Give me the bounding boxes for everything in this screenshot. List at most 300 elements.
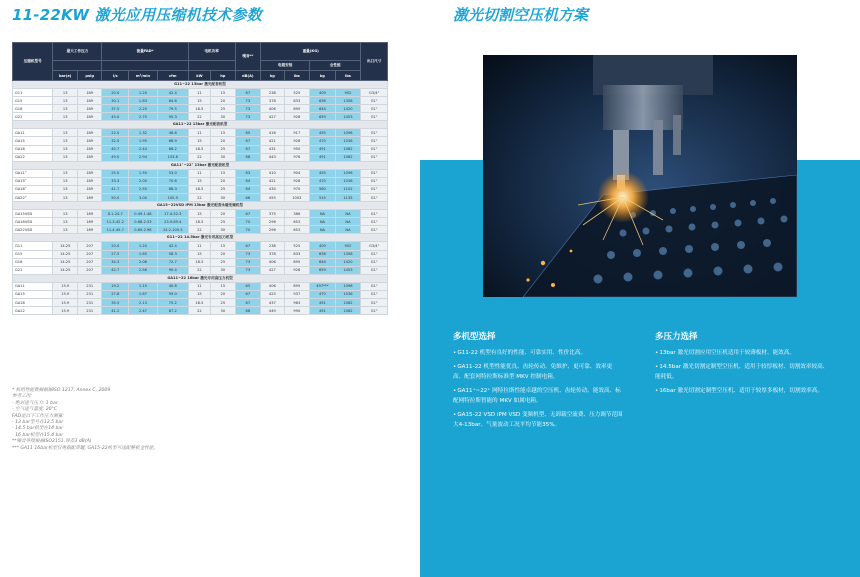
table-cell: G1" xyxy=(361,194,388,202)
table-cell: 13 xyxy=(53,177,77,185)
table-cell: 231 xyxy=(77,307,101,315)
table-cell: 2.47 xyxy=(129,307,158,315)
table-cell: 15.9 xyxy=(53,282,77,290)
table-cell: 13 xyxy=(53,169,77,177)
table-cell: 20 xyxy=(211,250,235,258)
table-cell: 2.00 xyxy=(129,177,158,185)
table-cell: G1" xyxy=(361,113,388,121)
table-cell: 67 xyxy=(235,290,261,298)
footnotes xyxy=(12,388,332,452)
table-cell: 2.13 xyxy=(129,298,158,306)
table-cell: 87.2 xyxy=(157,307,188,315)
table-cell: 20 xyxy=(211,97,235,105)
table-cell: 22 xyxy=(188,266,210,274)
table-cell: 70 xyxy=(235,218,261,226)
table-cell: 1.20 xyxy=(129,89,158,97)
section-header-row xyxy=(13,234,388,242)
table-cell: 11 xyxy=(188,242,210,250)
table-cell: 189 xyxy=(77,169,101,177)
table-cell: 105.9 xyxy=(157,194,188,202)
table-row xyxy=(13,266,388,274)
table-cell: 2.44 xyxy=(129,145,158,153)
table-cell: 30 xyxy=(211,307,235,315)
unit-cell: psig xyxy=(77,71,101,81)
table-cell: 491 xyxy=(310,145,336,153)
table-cell: 1036 xyxy=(335,290,361,298)
table-cell: 15.9 xyxy=(53,298,77,306)
table-cell: 207 xyxy=(77,250,101,258)
table-cell: 917 xyxy=(284,129,310,137)
table-cell: 421 xyxy=(261,137,284,145)
table-cell: 63 xyxy=(235,169,261,177)
table-row xyxy=(13,169,388,177)
footnote-line: - 空气进气温度: 20°C xyxy=(12,407,58,413)
header-pressure: 最大工作压力 xyxy=(53,43,102,61)
table-cell: 990 xyxy=(284,307,310,315)
table-cell: 15 xyxy=(211,242,235,250)
table-cell: 30 xyxy=(211,266,235,274)
table-cell: 11 xyxy=(188,282,210,290)
table-cell: 427 xyxy=(261,113,284,121)
table-row xyxy=(13,242,388,250)
table-cell: 470 xyxy=(310,290,336,298)
table-cell: 1.20 xyxy=(129,242,158,250)
table-cell: 34.3 xyxy=(102,258,129,266)
table-cell: 443 xyxy=(261,153,284,161)
model-cell: GA18VSD xyxy=(13,218,53,226)
table-cell: 13 xyxy=(53,210,77,218)
table-cell: 15 xyxy=(211,169,235,177)
pressure-choice-list xyxy=(655,348,833,399)
table-cell: 19.2 xyxy=(102,282,129,290)
table-row xyxy=(13,185,388,193)
table-cell: 30 xyxy=(211,226,235,234)
table-cell: 13 xyxy=(53,105,77,113)
table-cell: 46.6 xyxy=(157,129,188,137)
header-weight-full: 全性能 xyxy=(310,61,361,71)
table-cell: 22 xyxy=(188,153,210,161)
table-cell: 66 xyxy=(235,194,261,202)
table-cell: 937 xyxy=(284,290,310,298)
table-row xyxy=(13,307,388,315)
table-cell: G1" xyxy=(361,226,388,234)
section-label: GA11⁺~22⁺ 13bar 激光配套机型 xyxy=(13,161,388,169)
table-cell: 231 xyxy=(77,282,101,290)
unit-cell: kg xyxy=(310,71,336,81)
table-cell: 1082 xyxy=(335,145,361,153)
table-units-row xyxy=(13,71,388,81)
section-header-row xyxy=(13,121,388,129)
footnote-line: **噪音等级根据ISO2151,误差3 dB(A) xyxy=(12,439,92,445)
table-cell: 1.67 xyxy=(129,290,158,298)
table-cell: 1096 xyxy=(335,129,361,137)
table-cell: 470 xyxy=(310,177,336,185)
table-cell: G1" xyxy=(361,282,388,290)
table-cell: 963 xyxy=(284,298,310,306)
table-cell: 902 xyxy=(335,242,361,250)
table-cell: 73 xyxy=(235,113,261,121)
table-cell: 42.4 xyxy=(157,242,188,250)
table-cell: 70.6 xyxy=(157,177,188,185)
table-cell: 67 xyxy=(235,298,261,306)
left-page xyxy=(0,0,420,577)
table-cell: 2.25 xyxy=(129,105,158,113)
table-cell: 103.8 xyxy=(157,153,188,161)
table-cell: 50.0 xyxy=(102,194,129,202)
table-cell: 22.0 xyxy=(102,129,129,137)
table-cell: 1358 xyxy=(335,250,361,258)
table-cell: 25 xyxy=(211,185,235,193)
table-cell: NA xyxy=(310,218,336,226)
table-cell: 30 xyxy=(211,113,235,121)
table-cell: 13 xyxy=(53,129,77,137)
unit-cell: bar(e) xyxy=(53,71,77,81)
table-cell: 22 xyxy=(188,307,210,315)
table-cell: G1" xyxy=(361,105,388,113)
table-cell: 449 xyxy=(261,307,284,315)
table-cell: 23.9-89.4 xyxy=(157,218,188,226)
table-cell: 32.5 xyxy=(102,137,129,145)
table-cell: 189 xyxy=(77,137,101,145)
table-cell: 659 xyxy=(310,113,336,121)
unit-cell: m³/min xyxy=(129,71,158,81)
table-cell: 1003 xyxy=(284,194,310,202)
table-cell: 1.32 xyxy=(129,129,158,137)
table-cell: G1" xyxy=(361,218,388,226)
table-cell: 2.50 xyxy=(129,185,158,193)
table-cell: 73 xyxy=(235,266,261,274)
table-cell: 189 xyxy=(77,89,101,97)
table-cell: 40.7 xyxy=(102,145,129,153)
table-cell: 53.0 xyxy=(157,169,188,177)
footnote-line: - 16 bar机型在15.4 bar xyxy=(12,432,64,438)
model-cell: GA11 xyxy=(13,129,53,137)
table-row xyxy=(13,153,388,161)
table-cell: 11 xyxy=(188,129,210,137)
header-weight: 重量(KG) xyxy=(261,43,361,61)
table-cell: 13 xyxy=(53,145,77,153)
table-cell: G3/4" xyxy=(361,242,388,250)
table-cell: 30 xyxy=(211,194,235,202)
table-cell: 378 xyxy=(261,250,284,258)
table-cell: 27.8 xyxy=(102,290,129,298)
table-cell: 15 xyxy=(211,282,235,290)
table-cell: G1" xyxy=(361,129,388,137)
table-cell: 15 xyxy=(188,97,210,105)
table-cell: 15 xyxy=(188,137,210,145)
table-row xyxy=(13,210,388,218)
table-cell: 1420 xyxy=(335,258,361,266)
table-cell: 378 xyxy=(261,97,284,105)
table-cell: 0.68-2.53 xyxy=(129,218,158,226)
table-cell: 18.5 xyxy=(188,145,210,153)
table-row xyxy=(13,89,388,97)
table-cell: 49.0 xyxy=(102,153,129,161)
table-cell: 636 xyxy=(310,250,336,258)
table-cell: G1" xyxy=(361,290,388,298)
list-item: • 16bar 激光切割定制型空压机、适用于较厚多板材，切割效率高。 xyxy=(655,386,833,396)
table-row xyxy=(13,282,388,290)
table-cell: 902 xyxy=(335,89,361,97)
section-label: GA11~22 13bar 激光配套机型 xyxy=(13,121,388,129)
table-cell: 37.5 xyxy=(102,105,129,113)
table-cell: 491 xyxy=(310,153,336,161)
model-cell: GA22 xyxy=(13,153,53,161)
table-cell: 189 xyxy=(77,105,101,113)
table-cell: 455 xyxy=(310,129,336,137)
table-cell: 68 xyxy=(235,307,261,315)
table-cell: 25.0 xyxy=(102,169,129,177)
section-label: GA15~22VSD iPM 13bar 激光配套永磁变频机型 xyxy=(13,202,388,210)
model-cell: GA22VSD xyxy=(13,226,53,234)
table-cell: 20 xyxy=(211,177,235,185)
unit-cell: lbs xyxy=(284,71,310,81)
model-cell: G18 xyxy=(13,258,53,266)
table-cell: 11.3-42.2 xyxy=(102,218,129,226)
table-row xyxy=(13,137,388,145)
table-cell: G1" xyxy=(361,153,388,161)
table-cell: 33.3 xyxy=(102,177,129,185)
table-cell: 455 xyxy=(310,169,336,177)
table-cell: 406 xyxy=(261,105,284,113)
section-header-row xyxy=(13,274,388,282)
table-row xyxy=(13,250,388,258)
table-cell: 644 xyxy=(310,258,336,266)
footnote-line: - 14.5 bar机型在14 bar xyxy=(12,426,64,432)
table-row xyxy=(13,290,388,298)
table-cell: 409 xyxy=(310,89,336,97)
model-cell: G11 xyxy=(13,242,53,250)
table-cell: 11 xyxy=(188,89,210,97)
table-cell: 30.1 xyxy=(102,97,129,105)
table-row xyxy=(13,194,388,202)
table-cell: 13 xyxy=(53,153,77,161)
table-cell: G1" xyxy=(361,307,388,315)
table-cell: 20.0 xyxy=(102,242,129,250)
unit-cell: dB(A) xyxy=(235,71,261,81)
table-cell: 515 xyxy=(310,194,336,202)
table-cell: G1" xyxy=(361,185,388,193)
table-cell: 25 xyxy=(211,258,235,266)
table-cell: 45.0 xyxy=(102,113,129,121)
table-cell: 25 xyxy=(211,298,235,306)
table-cell: 895 xyxy=(284,105,310,113)
table-cell: 1.65 xyxy=(129,250,158,258)
table-cell: G1" xyxy=(361,97,388,105)
list-item: • 13bar 激光切割应用空压机适用于较薄板材、能效高。 xyxy=(655,348,833,358)
table-cell: 25 xyxy=(211,145,235,153)
table-cell: 410 xyxy=(261,169,284,177)
footnote-line: *** GA11 16bar机型仅电箱配带罐, GA15-22机型可选配整机全性能。 xyxy=(12,445,159,451)
table-cell: 95.3 xyxy=(157,113,188,121)
table-row xyxy=(13,258,388,266)
table-cell: 42.4 xyxy=(157,89,188,97)
table-cell: 90.4 xyxy=(157,266,188,274)
table-cell: 14.25 xyxy=(53,250,77,258)
table-cell: 653 xyxy=(284,218,310,226)
table-cell: 64 xyxy=(235,185,261,193)
header-outlet: 出口尺寸 xyxy=(361,43,388,81)
table-cell: 895 xyxy=(284,282,310,290)
table-cell: 976 xyxy=(284,153,310,161)
model-cell: GA15 xyxy=(13,290,53,298)
table-cell: 928 xyxy=(284,266,310,274)
table-cell: 406 xyxy=(261,258,284,266)
model-cell: GA11 xyxy=(13,282,53,290)
table-cell: 20 xyxy=(211,210,235,218)
table-cell: 659 xyxy=(310,266,336,274)
table-cell: 0.49-1.48 xyxy=(129,210,158,218)
table-cell: 13 xyxy=(53,137,77,145)
table-cell: 189 xyxy=(77,177,101,185)
table-cell: 0.69-2.98 xyxy=(129,226,158,234)
table-cell: 13 xyxy=(53,97,77,105)
table-cell: 73 xyxy=(235,97,261,105)
table-cell: 15.9 xyxy=(53,290,77,298)
table-cell: 65 xyxy=(235,129,261,137)
model-cell: G15 xyxy=(13,97,53,105)
model-cell: GA18 xyxy=(13,298,53,306)
table-cell: 231 xyxy=(77,290,101,298)
table-cell: 189 xyxy=(77,185,101,193)
section-label: G11~22 14.5bar 激光专用高压力机型 xyxy=(13,234,388,242)
table-cell: 580 xyxy=(310,185,336,193)
table-cell: 67 xyxy=(235,145,261,153)
header-fad: 流量FAD* xyxy=(102,43,188,61)
table-cell: 3.00 xyxy=(129,194,158,202)
table-cell: 1453 xyxy=(335,113,361,121)
table-cell: 296 xyxy=(261,218,284,226)
table-cell: 14.25 xyxy=(53,242,77,250)
table-cell: 1102 xyxy=(335,185,361,193)
table-cell: 75.2 xyxy=(157,298,188,306)
table-cell: 1420 xyxy=(335,105,361,113)
table-cell: 491 xyxy=(310,298,336,306)
table-cell: G1" xyxy=(361,250,388,258)
table-cell: 15 xyxy=(211,89,235,97)
table-cell: 437 xyxy=(261,298,284,306)
model-cell: GA11⁺ xyxy=(13,169,53,177)
table-cell: 73 xyxy=(235,258,261,266)
table-cell: 40.6 xyxy=(157,282,188,290)
table-cell: 67 xyxy=(235,210,261,218)
table-header-row xyxy=(13,43,388,61)
table-cell: 1036 xyxy=(335,177,361,185)
table-cell: 13 xyxy=(53,185,77,193)
table-cell: 72.7 xyxy=(157,258,188,266)
table-cell: 207 xyxy=(77,266,101,274)
list-item: • GA15-22 VSD iPM VSD 变频机型、无卸载空流费、压力调节范围大4-13bar、气量波动工况平均节能35%。 xyxy=(453,410,623,430)
model-cell: GA15 xyxy=(13,137,53,145)
table-cell: 68.9 xyxy=(157,137,188,145)
table-cell: 67 xyxy=(235,242,261,250)
table-cell: 22 xyxy=(188,113,210,121)
table-cell: 24.2-105.3 xyxy=(157,226,188,234)
table-cell: 67 xyxy=(235,137,261,145)
unit-cell: kg xyxy=(261,71,284,81)
table-cell: 64.6 xyxy=(157,97,188,105)
table-cell: 15 xyxy=(188,250,210,258)
table-cell: 13 xyxy=(53,113,77,121)
model-cell: GA22⁺ xyxy=(13,194,53,202)
table-row xyxy=(13,129,388,137)
table-cell: 950 xyxy=(284,145,310,153)
table-cell: 20.0 xyxy=(102,89,129,97)
unit-cell: l/s xyxy=(102,71,129,81)
model-cell: G11 xyxy=(13,89,53,97)
table-cell: 15 xyxy=(188,210,210,218)
table-cell: 73 xyxy=(235,105,261,113)
table-cell: 189 xyxy=(77,97,101,105)
table-row xyxy=(13,145,388,153)
table-cell: 189 xyxy=(77,210,101,218)
table-cell: 18.5 xyxy=(188,218,210,226)
table-cell: 189 xyxy=(77,129,101,137)
table-cell: 636 xyxy=(310,97,336,105)
table-cell: 2.06 xyxy=(129,258,158,266)
table-cell: 41.2 xyxy=(102,307,129,315)
table-cell: 14.25 xyxy=(53,258,77,266)
table-cell: 1453 xyxy=(335,266,361,274)
table-cell: 409 xyxy=(310,242,336,250)
table-cell: 1082 xyxy=(335,153,361,161)
table-cell: 67 xyxy=(235,89,261,97)
footnote-line: FAD是以下工作压力测量: xyxy=(12,413,64,419)
table-cell: 895 xyxy=(284,258,310,266)
unit-cell: cfm xyxy=(157,71,188,81)
table-cell: 18.5 xyxy=(188,298,210,306)
table-cell: 833 xyxy=(284,97,310,105)
table-cell: 970 xyxy=(284,185,310,193)
footnote-line: * 机组性能数据根据ISO 1217, Annex C, 2009 xyxy=(12,388,111,393)
table-row xyxy=(13,226,388,234)
table-row xyxy=(13,218,388,226)
table-cell: 86.2 xyxy=(157,145,188,153)
table-cell: 928 xyxy=(284,113,310,121)
spec-table xyxy=(12,42,388,315)
table-cell: NA xyxy=(335,218,361,226)
table-cell: 30 xyxy=(211,153,235,161)
list-item: • GA11-22 机型性能优良、齿轮传动、免维护、更可靠、效率更高、配套网特拉斯标准型 MKV 控制电箱。 xyxy=(453,362,623,382)
table-cell: NA xyxy=(335,226,361,234)
spec-table-body xyxy=(13,81,388,315)
table-cell: G1" xyxy=(361,177,388,185)
table-cell: 17.4-52.3 xyxy=(157,210,188,218)
table-cell: 189 xyxy=(77,153,101,161)
table-cell: 25 xyxy=(211,218,235,226)
table-cell: G1" xyxy=(361,298,388,306)
table-cell: 470 xyxy=(310,137,336,145)
model-choice-list xyxy=(453,348,623,433)
table-cell: G1" xyxy=(361,258,388,266)
table-cell: 22 xyxy=(188,194,210,202)
model-cell: GA18⁺ xyxy=(13,185,53,193)
table-cell: 2.94 xyxy=(129,153,158,161)
table-cell: 14.25 xyxy=(53,266,77,274)
unit-cell: hp xyxy=(211,71,235,81)
model-cell: G22 xyxy=(13,113,53,121)
table-cell: 15 xyxy=(188,290,210,298)
table-cell: 375 xyxy=(261,210,284,218)
table-cell: NA xyxy=(310,226,336,234)
table-cell: 1082 xyxy=(335,298,361,306)
footnote-line: 参考工况: xyxy=(12,394,32,400)
table-cell: 497*** xyxy=(310,282,336,290)
table-cell: 1.95 xyxy=(129,137,158,145)
table-cell: 207 xyxy=(77,242,101,250)
footnote-line: - 13 bar型号在12.5 bar xyxy=(12,420,64,426)
table-cell: 189 xyxy=(77,113,101,121)
